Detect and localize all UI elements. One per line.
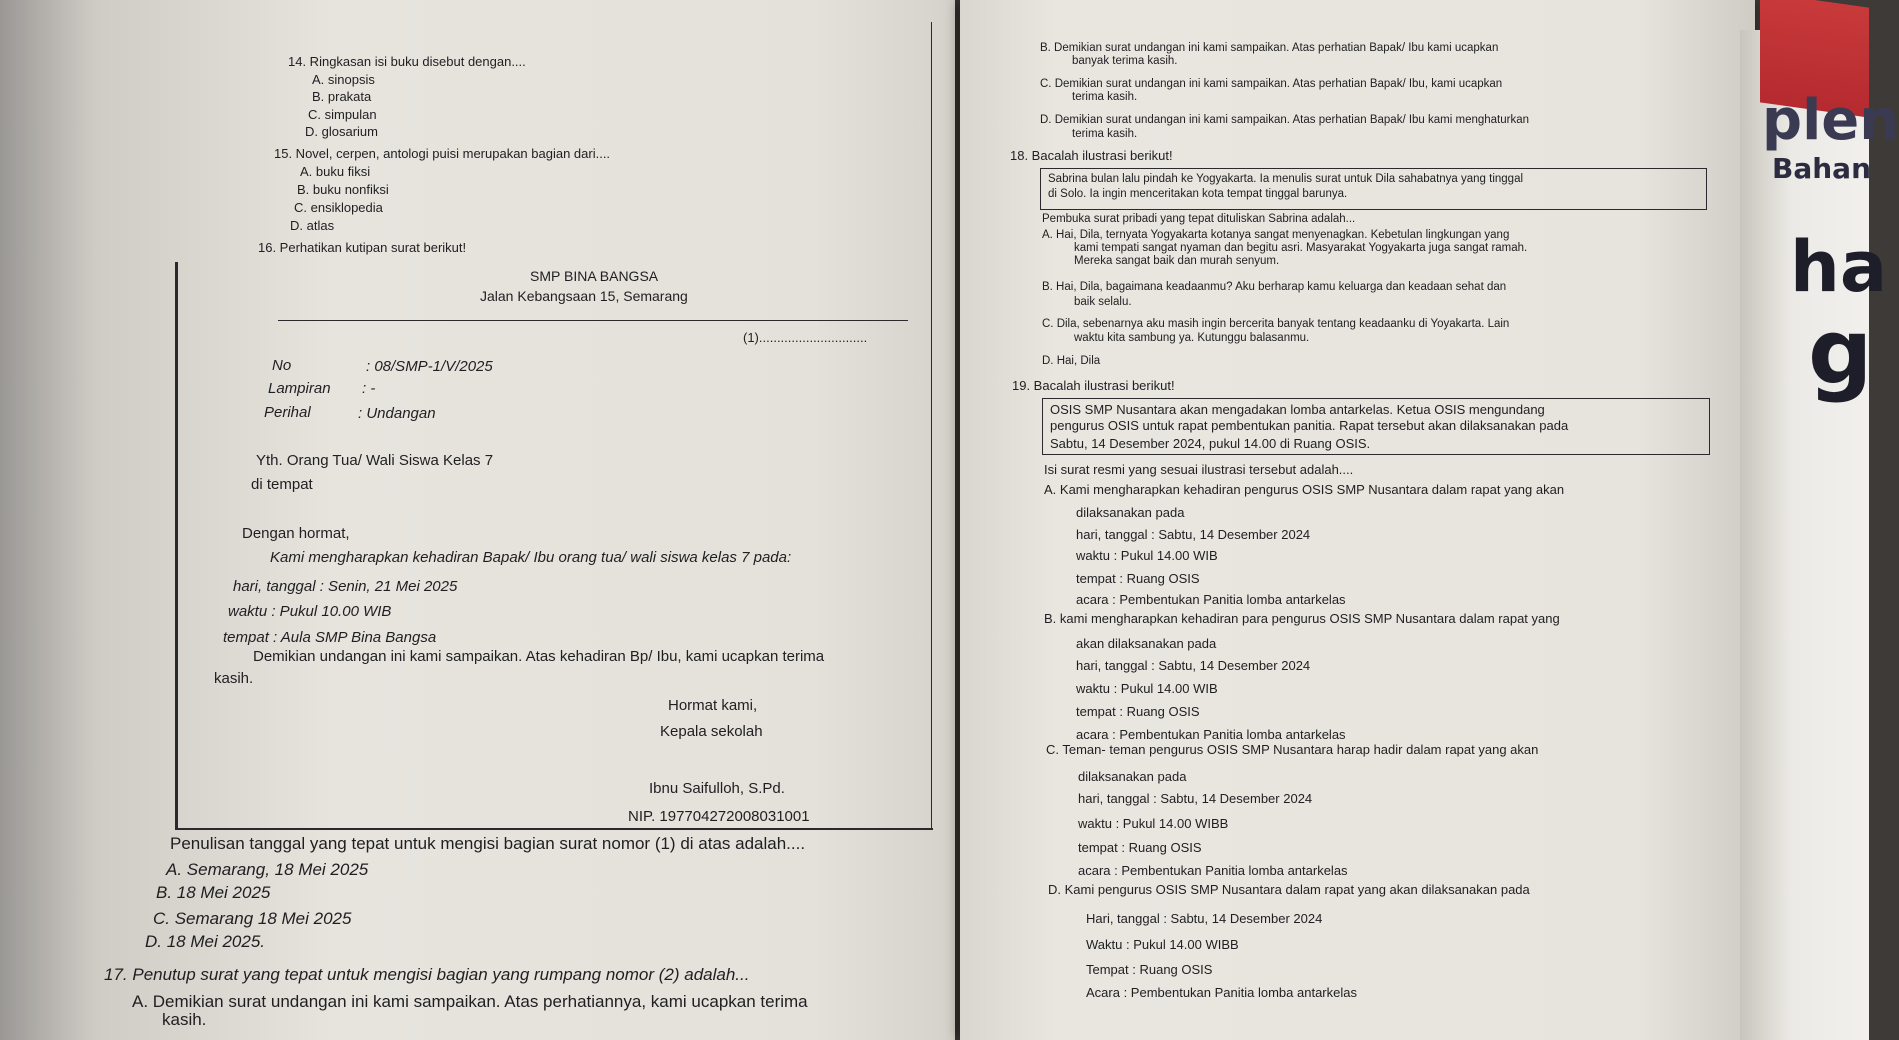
q15-option-d: D. atlas [290,218,335,233]
cover-word-ha: ha [1790,226,1888,308]
q18-prompt: Pembuka surat pribadi yang tepat dituliskan Sabrina adalah... [1042,213,1356,225]
letter-date-blank: (1).............................. [743,330,868,345]
q19-a-row-1: hari, tanggal : Sabtu, 14 Desember 2024 [1076,527,1311,542]
q19-b-row-2: waktu : Pukul 14.00 WIB [1076,681,1218,696]
q19-box-line3: Sabtu, 14 Desember 2024, pukul 14.00 di Ruang OSIS. [1050,436,1371,451]
q19-c-row-2: waktu : Pukul 14.00 WIBB [1078,816,1229,831]
q19-d-row-2: Waktu : Pukul 14.00 WIBB [1086,937,1239,952]
q19-prompt: Isi surat resmi yang sesuai ilustrasi tersebut adalah.... [1044,462,1354,477]
q19-a-row-3: tempat : Ruang OSIS [1076,571,1200,586]
q19-option-c: C. Teman- teman pengurus OSIS SMP Nusantara harap hadir dalam rapat yang akan [1046,742,1539,757]
letter-position: Kepala sekolah [660,723,763,740]
cover-word-plen: plen [1762,88,1899,153]
q18-question: 18. Bacalah ilustrasi berikut! [1010,148,1173,163]
q16-option-c: C. Semarang 18 Mei 2025 [153,909,352,928]
q14-option-c: C. simpulan [308,107,377,122]
q19-option-b-2: akan dilaksanakan pada [1076,636,1217,651]
letter-perihal-label: Perihal [264,404,311,421]
q19-c-row-1: hari, tanggal : Sabtu, 14 Desember 2024 [1078,791,1313,806]
q18-box-line2: di Solo. Ia ingin menceritakan kota tempat tinggal barunya. [1048,188,1348,200]
right-page [960,0,1755,1040]
letter-box-left [175,262,178,828]
q19-c-row-4: acara : Pembentukan Panitia lomba antarkelas [1078,863,1348,878]
letter-date-line: hari, tanggal : Senin, 21 Mei 2025 [233,578,458,595]
letter-no-value: : 08/SMP-1/V/2025 [366,358,493,375]
q15-option-a: A. buku fiksi [300,164,371,179]
q19-d-row-3: Tempat : Ruang OSIS [1086,962,1213,977]
q17-option-a-end: kasih. [162,1010,207,1029]
q19-a-row-2: waktu : Pukul 14.00 WIB [1076,548,1218,563]
q17-option-d: D. Demikian surat undangan ini kami sampaikan. Atas perhatian Bapak/ Ibu kami menghaturkan [1040,114,1530,126]
q14-option-a: A. sinopsis [312,72,375,87]
q19-b-row-3: tempat : Ruang OSIS [1076,704,1200,719]
q19-d-row-1: Hari, tanggal : Sabtu, 14 Desember 2024 [1086,911,1323,926]
q16-option-b: B. 18 Mei 2025 [156,883,271,902]
letter-lampiran-value: : - [362,380,376,397]
q15-option-c: C. ensiklopedia [294,200,383,215]
q18-option-a-3: Mereka sangat baik dan murah senyum. [1074,255,1280,267]
letterhead-divider [278,320,908,321]
q19-box-line2: pengurus OSIS untuk rapat pembentukan panitia. Rapat tersebut akan dilaksanakan pada [1050,418,1569,433]
q19-option-d: D. Kami pengurus OSIS SMP Nusantara dalam rapat yang akan dilaksanakan pada [1048,882,1530,897]
letter-box-bottom [175,828,933,830]
q17-option-b: B. Demikian surat undangan ini kami sampaikan. Atas perhatian Bapak/ Ibu kami ucapkan [1040,42,1499,54]
q19-option-a-2: dilaksanakan pada [1076,505,1185,520]
q14-question: 14. Ringkasan isi buku disebut dengan.... [288,54,526,69]
q19-option-a: A. Kami mengharapkan kehadiran pengurus OSIS SMP Nusantara dalam rapat yang akan [1044,482,1565,497]
letter-school-name: SMP BINA BANGSA [530,268,659,284]
q15-question: 15. Novel, cerpen, antologi puisi merupakan bagian dari.... [274,146,611,161]
q17-option-c: C. Demikian surat undangan ini kami sampaikan. Atas perhatian Bapak/ Ibu, kami ucapkan [1040,78,1503,90]
letter-body: Kami mengharapkan kehadiran Bapak/ Ibu orang tua/ wali siswa kelas 7 pada: [270,549,792,566]
q18-option-a-2: kami tempati sangat nyaman dan begitu asri. Masyarakat Yogyakarta juga sangat ramah. [1074,242,1528,254]
letter-place-line: tempat : Aula SMP Bina Bangsa [223,629,437,646]
q18-option-b-2: baik selalu. [1074,296,1132,308]
letter-closing: Demikian undangan ini kami sampaikan. Atas kehadiran Bp/ Ibu, kami ucapkan terima [253,648,825,665]
q18-option-b: B. Hai, Dila, bagaimana keadaanmu? Aku berharap kamu keluarga dan keadaan sehat dan [1042,281,1507,293]
q18-box-line1: Sabrina bulan lalu pindah ke Yogyakarta. Ia menulis surat untuk Dila sahabatnya yang tinggal [1048,173,1524,185]
q17-question: 17. Penutup surat yang tepat untuk mengisi bagian yang rumpang nomor (2) adalah... [104,965,750,984]
q19-option-b: B. kami mengharapkan kehadiran para pengurus OSIS SMP Nusantara dalam rapat yang [1044,611,1560,626]
q19-b-row-4: acara : Pembentukan Panitia lomba antarkelas [1076,727,1346,742]
q19-question: 19. Bacalah ilustrasi berikut! [1012,378,1175,393]
q19-d-row-4: Acara : Pembentukan Panitia lomba antarkelas [1086,985,1357,1000]
q19-box-line1: OSIS SMP Nusantara akan mengadakan lomba antarkelas. Ketua OSIS mengundang [1050,402,1545,417]
q14-option-b: B. prakata [312,89,372,104]
q17-option-d-end: terima kasih. [1072,128,1138,140]
letter-no-label: No [272,357,292,374]
letter-time-line: waktu : Pukul 10.00 WIB [228,603,392,620]
letter-closing-end: kasih. [214,670,254,687]
letter-recipient-place: di tempat [251,476,313,493]
letter-nip: NIP. 197704272008031001 [628,808,810,825]
q16-option-a: A. Semarang, 18 Mei 2025 [166,860,369,879]
q18-option-d: D. Hai, Dila [1042,355,1101,367]
q16-prompt: Penulisan tanggal yang tepat untuk mengisi bagian surat nomor (1) di atas adalah.... [170,834,806,853]
letter-greeting: Dengan hormat, [242,525,350,542]
q16-option-d: D. 18 Mei 2025. [145,932,266,951]
letter-address: Jalan Kebangsaan 15, Semarang [480,288,688,304]
q18-option-c: C. Dila, sebenarnya aku masih ingin bercerita banyak tentang keadaanku di Yoyakarta. Lain [1042,318,1510,330]
q17-option-c-end: terima kasih. [1072,91,1138,103]
letter-regards: Hormat kami, [668,697,758,714]
q19-c-row-3: tempat : Ruang OSIS [1078,840,1202,855]
cover-word-bahan: Bahan [1772,152,1871,185]
q19-b-row-1: hari, tanggal : Sabtu, 14 Desember 2024 [1076,658,1311,673]
q17-option-b-end: banyak terima kasih. [1072,55,1178,67]
letter-perihal-value: : Undangan [358,405,436,422]
q19-a-row-4: acara : Pembentukan Panitia lomba antarkelas [1076,592,1346,607]
q16-question: 16. Perhatikan kutipan surat berikut! [258,240,467,255]
letter-signer: Ibnu Saifulloh, S.Pd. [649,780,785,797]
letter-recipient: Yth. Orang Tua/ Wali Siswa Kelas 7 [256,452,494,469]
letter-lampiran-label: Lampiran [268,380,331,397]
q18-option-c-2: waktu kita sambung ya. Kutunggu balasanmu. [1074,332,1310,344]
q14-option-d: D. glosarium [305,124,378,139]
q15-option-b: B. buku nonfiksi [297,182,389,197]
cover-word-g: g [1808,300,1873,405]
q19-option-c-2: dilaksanakan pada [1078,769,1187,784]
q17-option-a: A. Demikian surat undangan ini kami sampaikan. Atas perhatiannya, kami ucapkan terima [132,992,808,1011]
q18-option-a: A. Hai, Dila, ternyata Yogyakarta kotanya sangat menyenagkan. Kebetulan lingkungan yang [1042,229,1510,241]
letter-box [175,22,932,828]
